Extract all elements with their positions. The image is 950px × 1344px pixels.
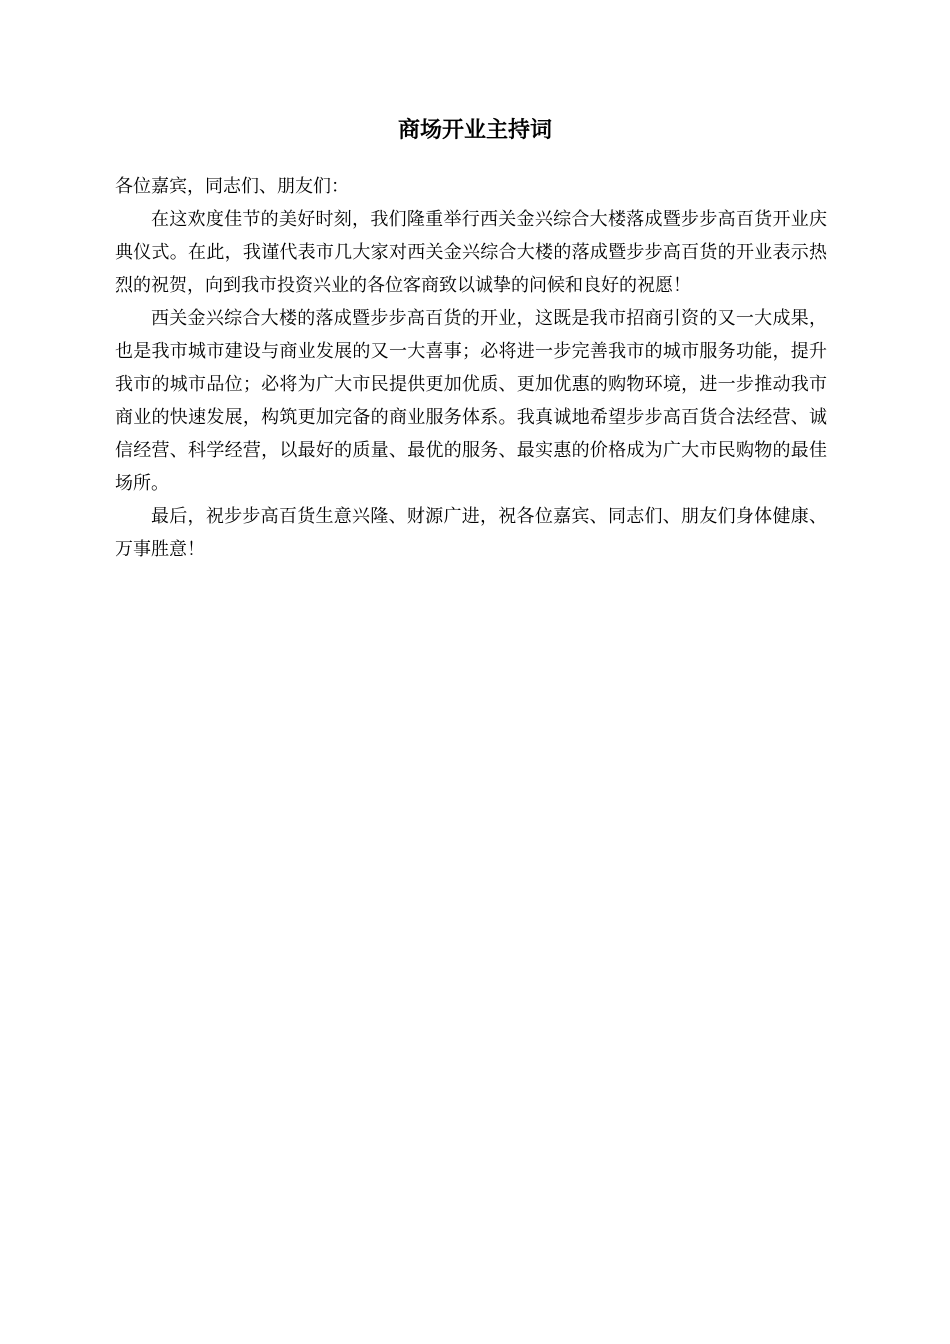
page-title: 商场开业主持词	[397, 118, 552, 143]
document-body	[115, 170, 827, 566]
paragraph-2: 西关金兴综合大楼的落成暨步步高百货的开业，这既是我市招商引资的又一大成果，也是我市城市建设与商业发展的又一大喜事；必将进一步完善我市的城市服务功能，提升我市的城市品位；必将为广大市民提供更加优质、更加优惠的购物环境，进一步推动我市商业的快速发展，构筑更加完备的商业服务体系。我真诚地希望步步高百货合法经营、诚信经营、科学经营，以最好的质量、最优的服务、最实惠的价格成为广大市民购物的最佳场所。	[115, 308, 827, 494]
paragraph-3: 最后，祝步步高百货生意兴隆、财源广进，祝各位嘉宾、同志们、朋友们身体健康、万事胜意！	[115, 506, 827, 560]
salutation: 各位嘉宾，同志们、朋友们：	[115, 176, 349, 197]
paragraph-1: 在这欢度佳节的美好时刻，我们隆重举行西关金兴综合大楼落成暨步步高百货开业庆典仪式。在此，我谨代表市几大家对西关金兴综合大楼的落成暨步步高百货的开业表示热烈的祝贺，向到我市投资兴业的各位客商致以诚挚的问候和良好的祝愿！	[115, 209, 827, 296]
